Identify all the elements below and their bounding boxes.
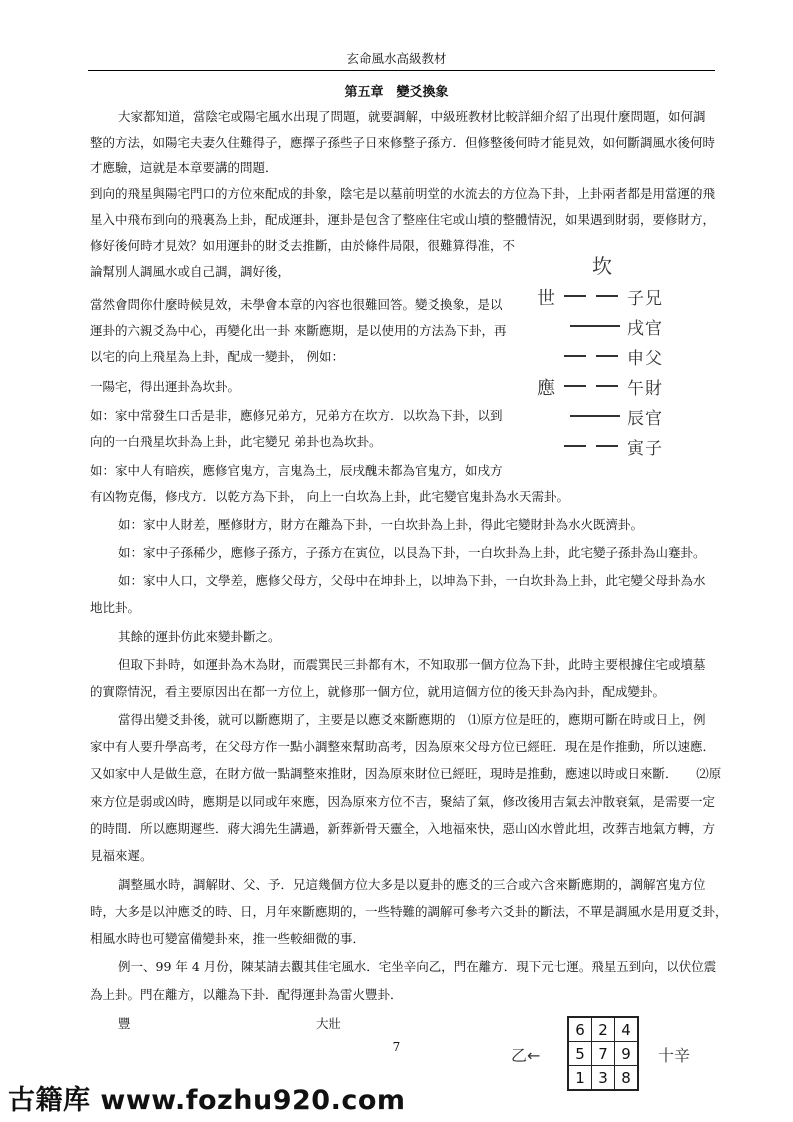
text-line: 其餘的運卦仿此來變卦斷之。	[118, 629, 281, 644]
text-line: 豐	[118, 1016, 131, 1031]
chapter-title: 第五章 變爻換象	[344, 85, 449, 100]
grid-left-label: 乙←	[511, 1046, 541, 1065]
grid-cell: 3	[592, 1066, 615, 1091]
text-line: 到向的飛星與陽宅門口的方位來配成的卦象，陰宅是以墓前明堂的水流去的方位為下卦，上卦兩者都是用當運的飛	[90, 186, 716, 201]
text-line: 又如家中人是做生意，在財方做一點調整來推財，因為原來財位已經旺，現時是推動，應速以時或日來斷． ⑵原	[90, 766, 722, 781]
text-line: 如：家中常發生口舌是非，應修兄弟方，兄弟方在坎方．以坎為下卦，以到	[90, 408, 503, 423]
text-line: 地比卦。	[90, 600, 141, 615]
yin-line-segment	[596, 445, 618, 447]
text-line: 來方位是弱或凶時，應期是以同或年來應，因為原來方位不吉，聚結了氣，修改後用吉氣去沖散衰氣，是需要一定	[90, 794, 716, 809]
hexagram-line-branch: 辰官	[627, 409, 663, 429]
grid-cell: 4	[615, 1017, 639, 1042]
text-line: 調整風水時，調解財、父、予．兄這幾個方位大多是以夏卦的應爻的三合或六含來斷應期的，調解宮鬼方位	[118, 877, 706, 892]
flying-star-grid	[567, 1016, 639, 1091]
hexagram-line-branch: 寅子	[627, 439, 663, 459]
text-line: 才應驗，這就是本章要講的問題．	[90, 160, 278, 175]
hexagram-line-branch: 申父	[627, 349, 663, 369]
grid-cell: 6	[568, 1017, 592, 1042]
text-line: 家中有人要升學高考，在父母方作一點小調整來幫助高考，因為原來父母方位已經旺．現在是作推動，所以速應．	[90, 739, 716, 754]
yin-line-segment	[564, 385, 586, 387]
text-line: 一陽宅，得出運卦為坎卦。	[90, 379, 241, 394]
yin-line-segment	[596, 385, 618, 387]
text-line: 的實際情況，看主要原因出在都一方位上，就修那一個方位，就用這個方位的後天卦為內卦，配成變卦。	[90, 684, 666, 699]
header-title: 玄命風水高級教材	[346, 51, 447, 66]
text-line: 如：家中人財差，壓修財方，財方在離為下卦，一白坎卦為上卦，得此宅變財卦為水火既濟卦。	[118, 517, 644, 532]
text-line: 向的一白飛星坎卦為上卦，此宅變兄 弟卦也為坎卦。	[90, 434, 382, 449]
yin-line-segment	[564, 295, 586, 297]
text-line: 以宅的向上飛星為上卦，配成一變卦， 例如：	[90, 349, 344, 364]
text-line: 但取下卦時，如運卦為木為財，而震巽民三卦都有木，不知取那一個方位為下卦，此時主要根據住宅或墳墓	[118, 657, 706, 672]
grid-cell: 1	[568, 1066, 592, 1091]
text-line: 大壯	[316, 1016, 342, 1031]
text-line: 修好後何時才見效？如用運卦的財爻去推斷，由於條件局限，很難算得准，不	[90, 238, 516, 253]
grid-cell: 9	[615, 1042, 639, 1066]
text-line: 當得出變爻卦後，就可以斷應期了，主要是以應爻來斷應期的 ⑴原方位是旺的，應期可斷在時或日上，例	[118, 712, 706, 727]
hexagram-line-label: 應	[537, 378, 555, 399]
text-line: 論幫別人調風水或自己調，調好後，	[90, 264, 291, 279]
text-line: 相風水時也可變富備變卦來，推一些較細微的事．	[90, 931, 366, 946]
grid-cell: 7	[592, 1042, 615, 1066]
hexagram-line-label: 世	[537, 288, 555, 309]
hexagram-line-branch: 午財	[627, 379, 663, 399]
text-line: 星入中飛布到向的飛裏為上卦，配成運卦，運卦是包含了整座住宅或山墳的整體情況，如果遇到財弱，要修財方，	[90, 212, 716, 227]
text-line: 為上卦。門在離方，以離為下卦．配得運卦為雷火豐卦．	[90, 987, 403, 1002]
grid-cell: 5	[568, 1042, 592, 1066]
text-line: 的時間．所以應期遲些．蔣大鴻先生講過，新葬新骨天靈全，入地福來快，惡山凶水曾此坦，改葬吉地氣方轉，方	[90, 821, 716, 836]
yang-line-segment	[570, 325, 620, 327]
yin-line-segment	[596, 355, 618, 357]
text-line: 如：家中人口，文學差，應修父母方，父母中在坤卦上，以坤為下卦，一白坎卦為上卦，此宅變父母卦為水	[118, 573, 706, 588]
hexagram-figure	[532, 250, 702, 460]
hexagram-line	[532, 402, 702, 428]
yang-line-segment	[570, 415, 620, 417]
text-line: 當然會問你什麼時候見效，未學會本章的內容也很難回答。變爻換象，是以	[90, 297, 503, 312]
hexagram-line-branch: 子兄	[627, 289, 663, 309]
site-watermark: 古籍库 www.fozhu920.com	[8, 1085, 406, 1116]
yin-line-segment	[596, 295, 618, 297]
grid-right-label: 十辛	[658, 1046, 691, 1065]
header-rule	[88, 70, 715, 71]
grid-cell: 2	[592, 1017, 615, 1042]
text-line: 有凶物克傷，修戌方．以乾方為下卦， 向上一白坎為上卦，此宅變官鬼卦為水天需卦。	[90, 489, 569, 504]
text-line: 運卦的六親爻為中心，再變化出一卦 來斷應期，是以使用的方法為下卦，再	[90, 323, 507, 338]
hexagram-line	[532, 312, 702, 338]
text-line: 見福來遲。	[90, 848, 153, 863]
grid-cell: 8	[615, 1066, 639, 1091]
text-line: 如：家中人有暗疾，應修官鬼方，言鬼為土，辰戌醜未都為官鬼方，如戌方	[90, 463, 503, 478]
hexagram-line	[532, 282, 702, 308]
hexagram-line	[532, 432, 702, 458]
hexagram-line-branch: 戌官	[627, 319, 663, 339]
hexagram-line	[532, 342, 702, 368]
yin-line-segment	[564, 445, 586, 447]
text-line: 大家都知道，當陰宅或陽宅風水出現了問題，就要調解，中級班教材比較詳細介紹了出現什麼問題，如何調	[118, 109, 706, 124]
text-line: 如：家中子孫稀少，應修子孫方，子孫方在寅位，以艮為下卦，一白坎卦為上卦，此宅變子孫卦為山蹇卦。	[118, 545, 706, 560]
text-line: 例一、99 年 4 月份，陳某請去觀其佳宅風水．宅坐辛向乙，門在離方．現下元七運。飛星五到向，以伏位震	[118, 959, 717, 974]
hexagram-name: 坎	[592, 254, 612, 278]
yin-line-segment	[564, 355, 586, 357]
text-line: 整的方法，如陽宅夫妻久住難得子，應擇子孫些子日來修整子孫方．但修整後何時才能見效，如何斷調風水後何時	[90, 135, 716, 150]
page-number: 7	[392, 1040, 401, 1054]
hexagram-line	[532, 372, 702, 398]
text-line: 時，大多是以沖應爻的時、日，月年來斷應期的，一些特難的調解可參考六爻卦的斷法，不單是調風水是用夏爻卦，	[90, 904, 728, 919]
